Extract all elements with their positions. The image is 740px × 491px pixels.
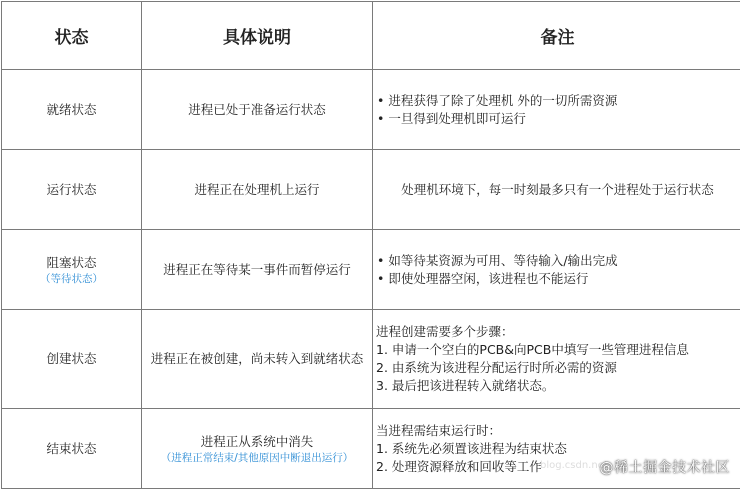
header-description: 具体说明 <box>142 2 373 70</box>
step-item: 2. 由系统为该进程分配运行时所必需的资源 <box>373 359 740 377</box>
description-cell: 进程正在被创建，尚未转入到就绪状态 <box>142 310 373 409</box>
description-cell: 进程正在等待某一事件而暂停运行 <box>142 230 373 310</box>
list-item: • 进程获得了除了处理机 外的一切所需资源 <box>377 92 740 110</box>
description-cell: 进程正在处理机上运行 <box>142 150 373 230</box>
header-state: 状态 <box>2 2 142 70</box>
notes-list <box>373 92 740 128</box>
header-notes: 备注 <box>373 2 740 70</box>
step-item: 1. 申请一个空白的PCB&向PCB中填写一些管理进程信息 <box>373 341 740 359</box>
step-item: 3. 最后把该进程转入就绪状态。 <box>373 377 740 395</box>
process-state-table <box>1 1 740 489</box>
state-cell <box>2 230 142 310</box>
page <box>0 1 740 491</box>
notes-cell: 处理机环境下，每一时刻最多只有一个进程处于运行状态 <box>373 150 740 230</box>
faint-watermark: blog.csdn.net <box>540 460 608 471</box>
table-row <box>2 310 740 409</box>
list-item: • 如等待某资源为可用、等待输入/输出完成 <box>377 252 740 270</box>
notes-cell <box>373 70 740 150</box>
list-item: • 即使处理器空闲，该进程也不能运行 <box>377 270 740 288</box>
table-row <box>2 70 740 150</box>
notes-intro: 进程创建需要多个步骤： <box>373 323 740 341</box>
notes-cell <box>373 230 740 310</box>
notes-list <box>373 252 740 288</box>
state-cell: 结束状态 <box>2 409 142 489</box>
step-item: 2. 处理资源释放和回收等工作 <box>373 458 740 476</box>
description-sublabel: （进程正常结束/其他原因中断退出运行） <box>142 451 372 465</box>
header-row <box>2 2 740 70</box>
state-label: 阻塞状态 <box>2 254 141 272</box>
list-item: • 一旦得到处理机即可运行 <box>377 110 740 128</box>
state-cell: 创建状态 <box>2 310 142 409</box>
description-cell: 进程已处于准备运行状态 <box>142 70 373 150</box>
state-sublabel: （等待状态） <box>2 272 141 286</box>
state-cell: 运行状态 <box>2 150 142 230</box>
watermark: @稀土掘金技术社区 <box>600 457 731 477</box>
notes-cell <box>373 310 740 409</box>
notes-intro: 当进程需结束运行时： <box>373 422 740 440</box>
table-row <box>2 230 740 310</box>
description-label: 进程正从系统中消失 <box>142 433 372 451</box>
description-cell <box>142 409 373 489</box>
step-item: 1. 系统先必须置该进程为结束状态 <box>373 440 740 458</box>
table-row <box>2 150 740 230</box>
state-cell: 就绪状态 <box>2 70 142 150</box>
